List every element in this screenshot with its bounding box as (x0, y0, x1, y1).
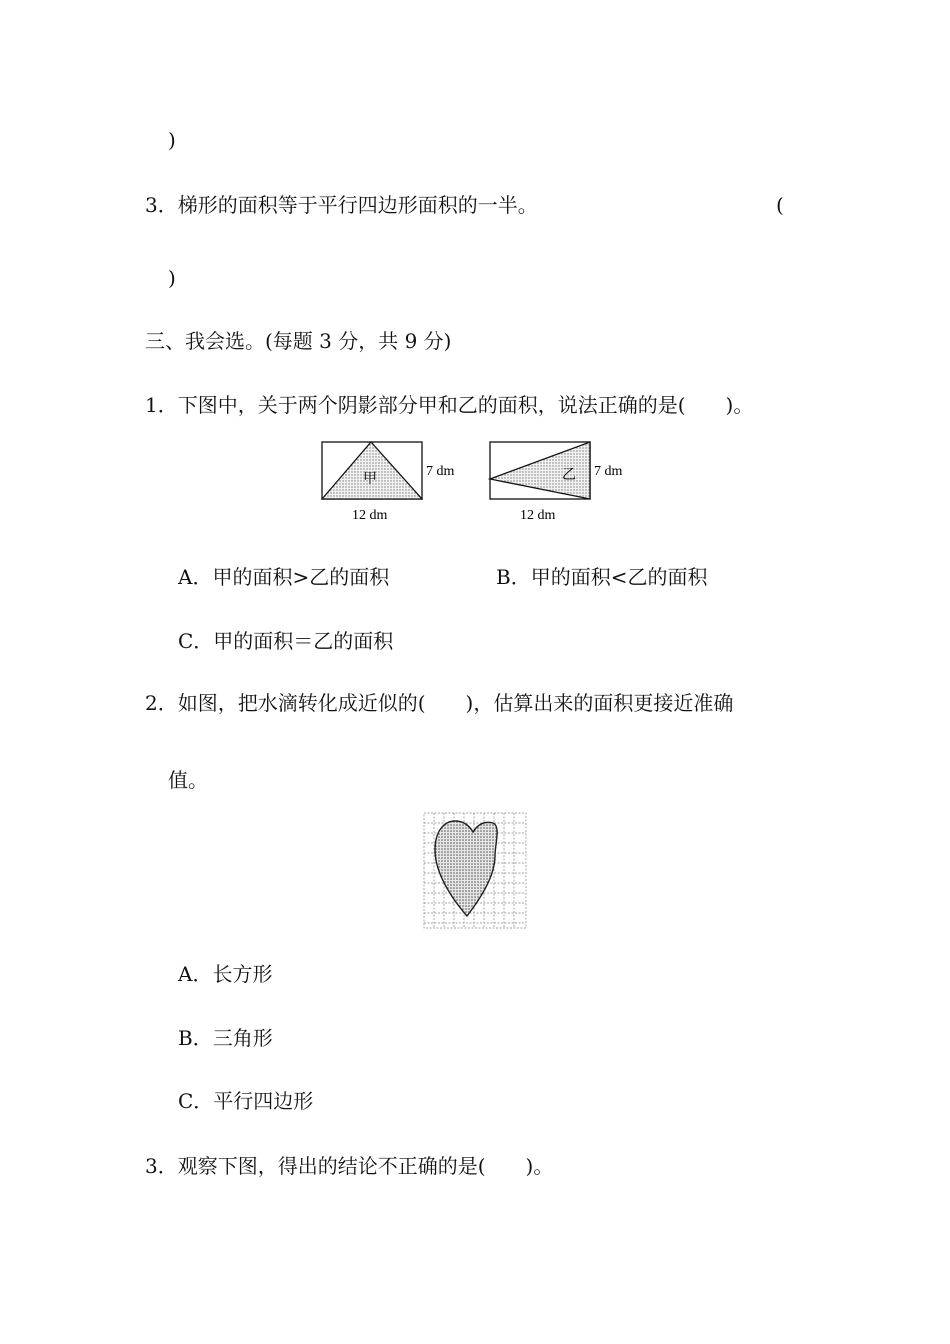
label-jia: 甲 (363, 472, 377, 487)
height-label-right: 7 dm (594, 464, 623, 479)
option-1a: A．甲的面积>乙的面积 (178, 565, 390, 589)
option-1c: C．甲的面积＝乙的面积 (178, 629, 394, 653)
option-2b: B．三角形 (178, 1026, 273, 1050)
width-label-left: 12 dm (352, 508, 388, 523)
figure-two-rectangles (300, 435, 660, 530)
choice-question-2: 2．如图，把水滴转化成近似的( )，估算出来的面积更接近准确 (145, 691, 734, 715)
answer-paren-open: ( (776, 193, 784, 217)
section-heading: 三、我会选。(每题 3 分，共 9 分) (145, 329, 452, 353)
option-2c: C．平行四边形 (178, 1089, 314, 1113)
question-3-statement: 3．梯形的面积等于平行四边形面积的一半。 (145, 193, 538, 217)
figure-water-drop-grid (423, 812, 527, 929)
choice-question-1: 1．下图中，关于两个阴影部分甲和乙的面积，说法正确的是( )。 (145, 393, 754, 417)
option-1b: B．甲的面积<乙的面积 (496, 565, 708, 589)
option-2a: A．长方形 (178, 962, 273, 986)
height-label-left: 7 dm (426, 464, 455, 479)
label-yi: 乙 (562, 468, 576, 483)
choice-question-3: 3．观察下图，得出的结论不正确的是( )。 (145, 1154, 554, 1178)
choice-question-2-cont: 值。 (168, 768, 208, 792)
closing-paren: ) (168, 128, 176, 152)
answer-paren-close: ) (168, 266, 176, 290)
width-label-right: 12 dm (520, 508, 556, 523)
